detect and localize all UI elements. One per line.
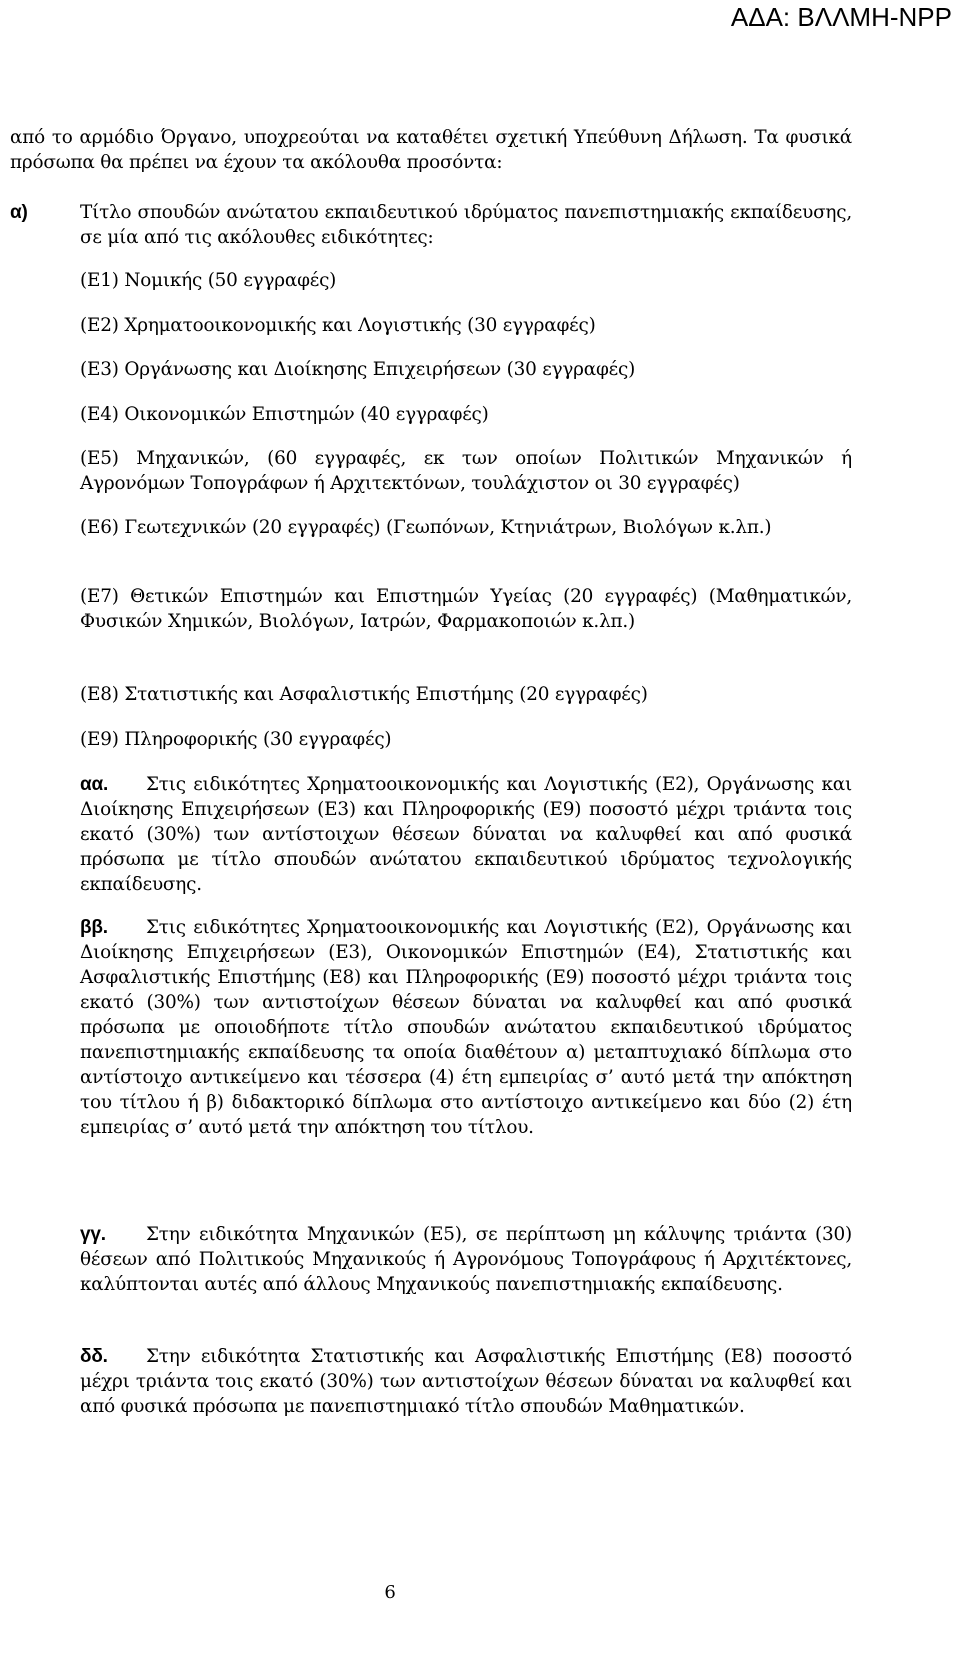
note-gg-label: γγ.	[80, 1224, 106, 1245]
note-dd-label: δδ.	[80, 1346, 108, 1367]
note-gg	[80, 1222, 852, 1297]
specialty-e5: (Ε5) Μηχανικών, (60 εγγραφές, εκ των οποίων Πολιτικών Μηχανικών ή Αγρονόμων Τοπογράφων ή Αρχιτεκτόνων, τουλάχιστον οι 30 εγγραφές)	[80, 448, 852, 494]
note-dd	[80, 1344, 852, 1419]
specialty-e3: (Ε3) Οργάνωσης και Διοίκησης Επιχειρήσεων (30 εγγραφές)	[80, 359, 636, 380]
item-a-text: Τίτλο σπουδών ανώτατου εκπαιδευτικού ιδρύματος πανεπιστημιακής εκπαίδευσης, σε μία από τις ακόλουθες ειδικότητες:	[80, 202, 852, 248]
note-aa	[80, 772, 852, 897]
page-number: 6	[384, 1582, 396, 1603]
note-bb	[80, 915, 852, 1140]
document-code-header: ΑΔΑ: ΒΛΛΜΗ-ΝΡΡ	[730, 2, 952, 32]
specialty-e7: (Ε7) Θετικών Επιστημών και Επιστημών Υγείας (20 εγγραφές) (Μαθηματικών, Φυσικών Χημικών, Βιολόγων, Ιατρών, Φαρμακοποιών κ.λπ.)	[80, 586, 852, 632]
note-aa-text: Στις ειδικότητες Χρηματοοικονομικής και Λογιστικής (Ε2), Οργάνωσης και Διοίκησης Επιχειρήσεων (Ε3) και Πληροφορικής (Ε9) ποσοστό μέχρι τριάντα τοις εκατό (30%) των αντίστοιχων θέσεων δύναται να καλυφθεί και από φυσικά πρόσωπα με τίτλο σπουδών ανώτατου εκπαιδευτικού ιδρύματος τεχνολογικής εκπαίδευσης.	[80, 774, 852, 895]
note-dd-text: Στην ειδικότητα Στατιστικής και Ασφαλιστικής Επιστήμης (Ε8) ποσοστό μέχρι τριάντα τοις εκατό (30%) των αντιστοίχων θέσεων δύναται να καλυφθεί και από φυσικά πρόσωπα με πανεπιστημιακό τίτλο σπουδών Μαθηματικών.	[80, 1346, 852, 1417]
item-a-label: α)	[10, 202, 28, 223]
note-bb-label: ββ.	[80, 917, 108, 938]
note-gg-text: Στην ειδικότητα Μηχανικών (Ε5), σε περίπτωση μη κάλυψης τριάντα (30) θέσεων από Πολιτικούς Μηχανικούς ή Αγρονόμους Τοπογράφους ή Αρχιτέκτονες, καλύπτονται αυτές από άλλους Μηχανικούς πανεπιστημιακής εκπαίδευσης.	[80, 1224, 852, 1295]
specialty-e2: (Ε2) Χρηματοοικονομικής και Λογιστικής (30 εγγραφές)	[80, 315, 596, 336]
specialty-e1: (Ε1) Νομικής (50 εγγραφές)	[80, 270, 337, 291]
specialty-e6: (Ε6) Γεωτεχνικών (20 εγγραφές) (Γεωπόνων, Κτηνιάτρων, Βιολόγων κ.λπ.)	[80, 517, 772, 538]
intro-paragraph: από το αρμόδιο Όργανο, υποχρεούται να καταθέτει σχετική Υπεύθυνη Δήλωση. Τα φυσικά πρόσωπα θα πρέπει να έχουν τα ακόλουθα προσόντα:	[10, 127, 852, 173]
note-aa-label: αα.	[80, 774, 109, 795]
specialty-e8: (Ε8) Στατιστικής και Ασφαλιστικής Επιστήμης (20 εγγραφές)	[80, 684, 648, 705]
specialty-e9: (Ε9) Πληροφορικής (30 εγγραφές)	[80, 729, 392, 750]
note-bb-text: Στις ειδικότητες Χρηματοοικονομικής και Λογιστικής (Ε2), Οργάνωσης και Διοίκησης Επιχειρήσεων (Ε3), Οικονομικών Επιστημών (Ε4), Στατιστικής και Ασφαλιστικής Επιστήμης (Ε8) και Πληροφορικής (Ε9) ποσοστό μέχρι τριάντα τοις εκατό (30%) των αντιστοίχων θέσεων δύναται να καλυφθεί και από φυσικά πρόσωπα με οποιοδήποτε τίτλο σπουδών ανώτατου εκπαιδευτικού ιδρύματος πανεπιστημιακής εκπαίδευσης τα οποία διαθέτουν α) μεταπτυχιακό δίπλωμα στο αντίστοιχο αντικείμενο και τέσσερα (4) έτη εμπειρίας σ’ αυτό μετά την απόκτηση του τίτλου ή β) διδακτορικό δίπλωμα στο αντίστοιχο αντικείμενο και δύο (2) έτη εμπειρίας σ’ αυτό μετά την απόκτηση του τίτλου.	[80, 917, 852, 1138]
specialty-e4: (Ε4) Οικονομικών Επιστημών (40 εγγραφές)	[80, 404, 489, 425]
